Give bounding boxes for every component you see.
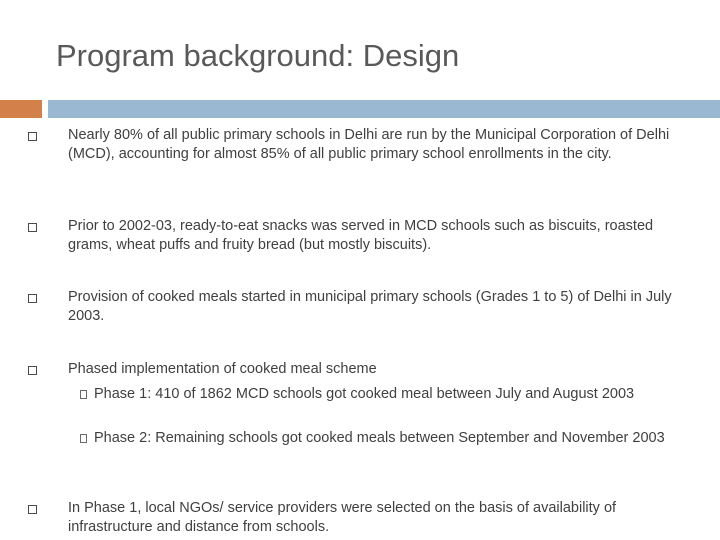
bullet-item-1: Nearly 80% of all public primary schools in Delhi are run by the Municipal Corporation of Delhi (MCD), accounting for almost 85% of all public primary school enrollments in the city. <box>68 127 670 162</box>
bullet-item-4: Phased implementation of cooked meal scheme <box>68 361 377 377</box>
bullet-item-3: Provision of cooked meals started in municipal primary schools (Grades 1 to 5) of Delhi in July 2003. <box>68 289 672 324</box>
bullet-item-5: In Phase 1, local NGOs/ service providers were selected on the basis of availability of infrastructure and distance from schools. <box>68 500 617 535</box>
bullet-square-icon <box>28 505 37 514</box>
sub-bullet-item-1: Phase 1: 410 of 1862 MCD schools got cooked meal between July and August 2003 <box>94 386 635 402</box>
bullet-square-icon <box>28 294 37 303</box>
bullet-item-2: Prior to 2002-03, ready-to-eat snacks was served in MCD schools such as biscuits, roasted grams, wheat puffs and fruity bread (but mostly biscuits). <box>68 218 654 253</box>
sub-bullet-square-icon <box>80 434 87 443</box>
sub-bullet-square-icon <box>80 390 87 399</box>
slide-title: Program background: Design <box>56 38 460 73</box>
title-accent-bar-blue <box>48 100 720 118</box>
sub-bullet-item-2: Phase 2: Remaining schools got cooked meals between September and November 2003 <box>94 430 665 446</box>
bullet-square-icon <box>28 223 37 232</box>
title-accent-bar-orange <box>0 100 42 118</box>
bullet-square-icon <box>28 132 37 141</box>
bullet-square-icon <box>28 366 37 375</box>
